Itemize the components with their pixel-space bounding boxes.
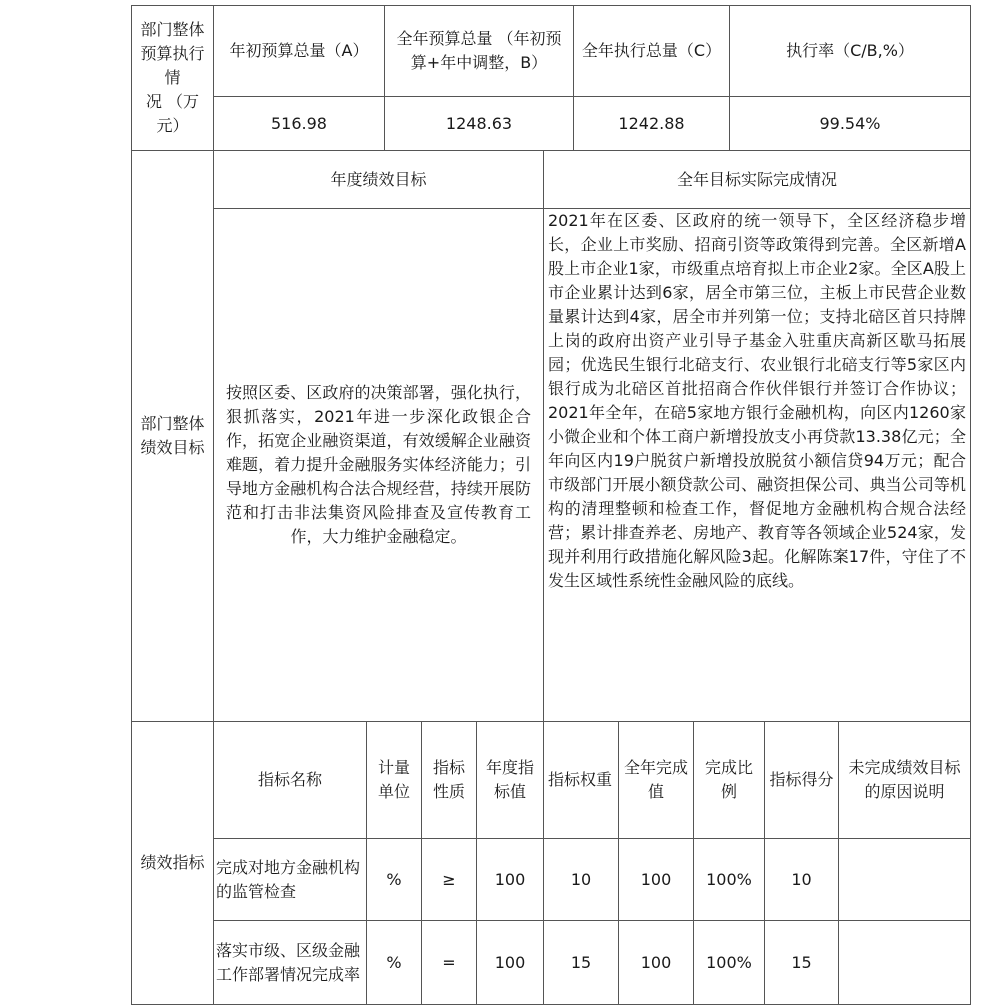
row-2-ratio-text: 100% [706,952,752,972]
col-header-name [213,721,367,839]
header-executed-total-label: 全年执行总量（C） [581,41,722,60]
col-header-reason-text: 未完成绩效目标的原因说明 [848,758,961,801]
col-header-target-text: 年度指标值 [485,758,534,801]
row-2-name-text: 落实市级、区级金融工作部署情况完成率 [216,940,361,984]
header-annual-total [384,5,574,97]
table-row-2-target [476,920,544,1005]
annual-goal-text: 按照区委、区政府的决策部署，强化执行，狠抓落实，2021年进一步深化政银企合作，拓宽企业融资渠道，有效缓解企业融资难题，着力提升金融服务实体经济能力；引导地方金融机构合法合规经营，持续开展防范和打击非法集资风险排查及宣传教育工作，大力维护金融稳定。 [226,383,531,546]
row-2-score-text: 15 [791,952,812,972]
annual-goal-header [213,150,544,209]
table-row-1-score [764,838,839,921]
indicators-section-label-text: 绩效指标 [140,853,205,872]
table-row-1-unit [366,838,422,921]
value-execution-rate [729,96,971,151]
budget-section-label-top: 部门整体预算执行情 [140,20,205,87]
budget-section-label-bottom: 况 （万元） [145,92,200,135]
col-header-score [764,721,839,839]
col-header-ratio [693,721,765,839]
col-header-nature [421,721,477,839]
value-executed-total [573,96,730,151]
table-row-2-unit [366,920,422,1005]
header-execution-rate-label: 执行率（C/B,%） [786,41,914,60]
table-row-1-nature [421,838,477,921]
actual-header [543,150,971,209]
row-1-actual-text: 100 [640,869,672,889]
row-1-ratio-text: 100% [706,869,752,889]
col-header-weight-text: 指标权重 [548,770,613,789]
goals-section-label [131,150,214,722]
value-initial-total [213,96,385,151]
table-row-1-ratio [693,838,765,921]
table-row-2-name [213,920,367,1005]
value-execution-rate-text: 99.54% [819,113,881,133]
table-row-1-target [476,838,544,921]
table-row-2-score [764,920,839,1005]
col-header-unit [366,721,422,839]
row-1-unit-text: % [386,869,402,889]
col-header-actual [618,721,694,839]
indicators-section-label [131,721,214,1005]
row-1-name-text: 完成对地方金融机构的监管检查 [216,857,361,901]
performance-table [131,5,971,1005]
budget-section-label [131,5,214,151]
table-row-2-actual [618,920,694,1005]
row-1-score-text: 10 [791,869,812,889]
header-annual-total-label: 全年预算总量 （年初预算+年中调整，B） [396,29,562,72]
table-row-1-actual [618,838,694,921]
goals-section-label-text: 部门整体 绩效目标 [140,414,205,457]
row-2-weight-text: 15 [570,952,592,972]
table-row-2-reason [838,920,971,1005]
value-annual-total-text: 1248.63 [445,113,513,133]
col-header-nature-text: 指标性质 [432,758,465,801]
value-executed-total-text: 1242.88 [618,113,685,133]
col-header-name-text: 指标名称 [257,770,322,789]
row-1-target-text: 100 [494,869,526,889]
header-initial-total [213,5,385,97]
actual-header-text: 全年目标实际完成情况 [676,169,837,189]
header-initial-total-label: 年初预算总量（A） [229,41,369,60]
col-header-reason [838,721,971,839]
row-2-unit-text: % [386,952,402,972]
actual-completion-cell [543,208,971,722]
row-2-actual-text: 100 [640,952,672,972]
row-1-nature-text: ≥ [442,869,456,889]
table-row-2-weight [543,920,619,1005]
header-executed-total [573,5,730,97]
actual-completion-text: 2021年在区委、区政府的统一领导下，全区经济稳步增长，企业上市奖励、招商引资等政策得到完善。全区新增A股上市企业1家，市级重点培育拟上市企业2家。全区A股上市企业累计达到6家，居全市第三位，主板上市民营企业数量累计达到4家，居全市并列第一位；支持北碚区首只持牌上岗的政府出资产业引导子基金入驻重庆高新区歇马拓展园；优选民生银行北碚支行、农业银行北碚支行等5家区内银行成为北碚区首批招商合作伙伴银行并签订合作协议；2021年全年，在碚5家地方银行金融机构，向区内1260家小微企业和个体工商户新增投放支小再贷款13.38亿元；全年向区内19户脱贫户新增投放脱贫小额信贷94万元；配合市级部门开展小额贷款公司、融资担保公司、典当公司等机构的清理整顿和检查工作，督促地方金融机构合规合法经营；累计排查养老、房地产、教育等各领域企业524家，发现并利用行政措施化解风险3起。化解陈案17件，守住了不发生区域性系统性金融风险的底线。 [548,211,966,590]
row-2-nature-text: = [442,952,456,972]
table-row-2-ratio [693,920,765,1005]
value-initial-total-text: 516.98 [271,113,327,133]
col-header-score-text: 指标得分 [769,770,834,789]
value-annual-total [384,96,574,151]
col-header-actual-text: 全年完成值 [623,758,688,801]
col-header-weight [543,721,619,839]
table-row-2-nature [421,920,477,1005]
table-row-1-name [213,838,367,921]
row-1-weight-text: 10 [570,869,592,889]
col-header-ratio-text: 完成比例 [704,758,753,801]
row-2-target-text: 100 [494,952,526,972]
header-execution-rate [729,5,971,97]
annual-goal-header-text: 年度绩效目标 [330,169,427,189]
annual-goal-cell [213,208,544,722]
table-row-1-reason [838,838,971,921]
table-row-1-weight [543,838,619,921]
col-header-target [476,721,544,839]
col-header-unit-text: 计量单位 [377,758,410,801]
